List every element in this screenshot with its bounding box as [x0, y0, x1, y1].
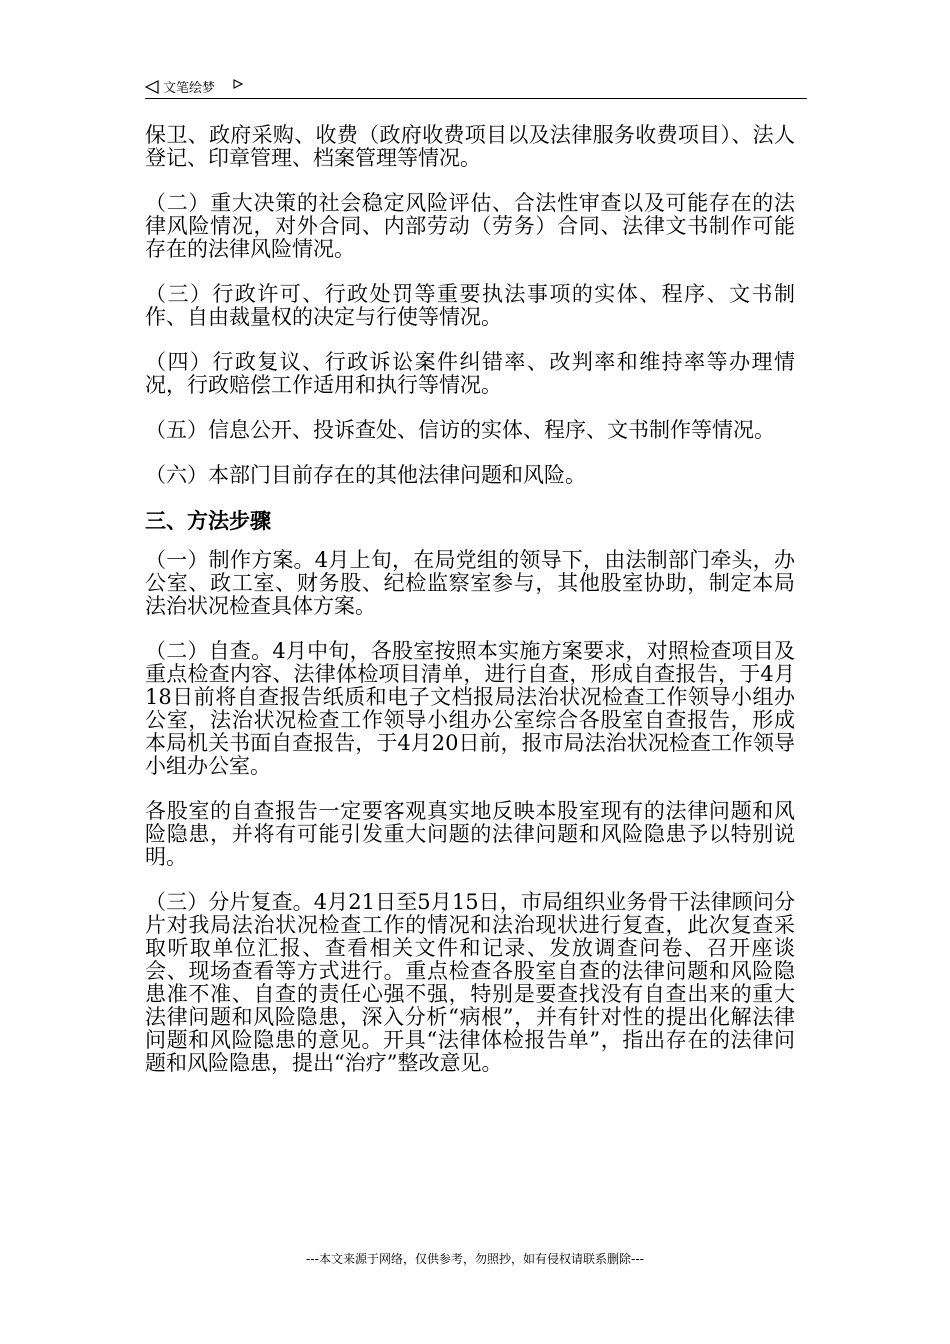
- section-heading: 三、方法步骤: [145, 509, 271, 533]
- paragraph: （六）本部门目前存在的其他法律问题和风险。: [145, 463, 586, 487]
- paragraph: （五）信息公开、投诉查处、信访的实体、程序、文书制作等情况。: [145, 418, 775, 442]
- page-header: [145, 74, 807, 98]
- step-paragraph: （三）分片复查。4月21日至5月15日，市局组织业务骨干法律顾问分片对我局法治状况检查工作的情况和法治现状进行复查，此次复查采取听取单位汇报、查看相关文件和记录、发放调查问卷、召开座谈会、现场查看等方式进行。重点检查各股室自查的法律问题和风险隐患准不准、自查的责任心强不强，特别是要查找没有自查出来的重大法律问题和风险隐患，深入分析“病根”，并有针对性的提出化解法律问题和风险隐患的意见。开具“法律体检报告单”，指出存在的法律问题和风险隐患，提出“治疗”整改意见。: [145, 890, 795, 1075]
- paragraph: （四）行政复议、行政诉讼案件纠错率、改判率和维持率等办理情况，行政赔偿工作适用和执行等情况。: [145, 350, 795, 397]
- document-body: [145, 124, 795, 1097]
- triangle-right-icon: [233, 79, 243, 89]
- paragraph: （二）重大决策的社会稳定风险评估、合法性审查以及可能存在的法律风险情况，对外合同、内部劳动（劳务）合同、法律文书制作可能存在的法律风险情况。: [145, 191, 795, 261]
- footer-notice: ---本文来源于网络，仅供参考，勿照抄，如有侵权请联系删除---: [306, 1252, 644, 1266]
- paragraph: （三）行政许可、行政处罚等重要执法事项的实体、程序、文书制作、自由裁量权的决定与行使等情况。: [145, 282, 795, 329]
- step-paragraph: 各股室的自查报告一定要客观真实地反映本股室现有的法律问题和风险隐患，并将有可能引发重大问题的法律问题和风险隐患予以特别说明。: [145, 799, 795, 869]
- step-paragraph: （二）自查。4月中旬，各股室按照本实施方案要求，对照检查项目及重点检查内容、法律体检项目清单，进行自查，形成自查报告，于4月18日前将自查报告纸质和电子文档报局法治状况检查工作领导小组办公室，法治状况检查工作领导小组办公室综合各股室自查报告，形成本局机关书面自查报告，于4月20日前，报市局法治状况检查工作领导小组办公室。: [145, 639, 795, 778]
- paragraph: 保卫、政府采购、收费（政府收费项目以及法律服务收费项目）、法人登记、印章管理、档案管理等情况。: [145, 123, 795, 170]
- header-divider: [145, 98, 807, 99]
- triangle-left-icon: [145, 80, 159, 94]
- step-paragraph: （一）制作方案。4月上旬，在局党组的领导下，由法制部门牵头，办公室、政工室、财务股、纪检监察室参与，其他股室协助，制定本局法治状况检查具体方案。: [145, 548, 795, 618]
- header-brand: 文笔绘梦: [163, 81, 216, 96]
